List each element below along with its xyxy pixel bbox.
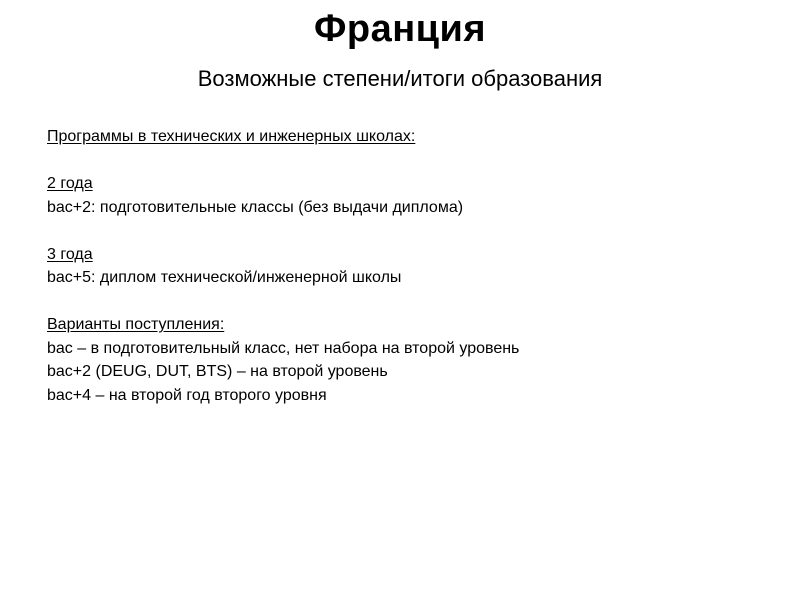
admission-item: bac – в подготовительный класс, нет набора на второй уровень	[47, 339, 520, 357]
two-years-heading: 2 года	[47, 175, 93, 192]
three-years-text: bac+5: диплом технической/инженерной школы	[47, 269, 402, 286]
admission-item: bac+2 (DEUG, DUT, BTS) – на второй уровень	[47, 363, 388, 380]
slide-subtitle: Возможные степени/итоги образования	[197, 66, 603, 91]
spacer	[47, 219, 767, 243]
three-years-heading: 3 года	[47, 245, 93, 263]
spacer	[47, 290, 767, 314]
admission-item: bac+4 – на второй год второго уровня	[47, 386, 327, 404]
spacer	[47, 149, 767, 173]
slide-body	[47, 125, 767, 407]
slide-title: Франция	[313, 8, 487, 50]
admission-heading: Варианты поступления:	[47, 316, 225, 333]
programs-heading: Программы в технических и инженерных школах:	[47, 128, 416, 145]
two-years-text: bac+2: подготовительные классы (без выдачи диплома)	[47, 198, 464, 216]
